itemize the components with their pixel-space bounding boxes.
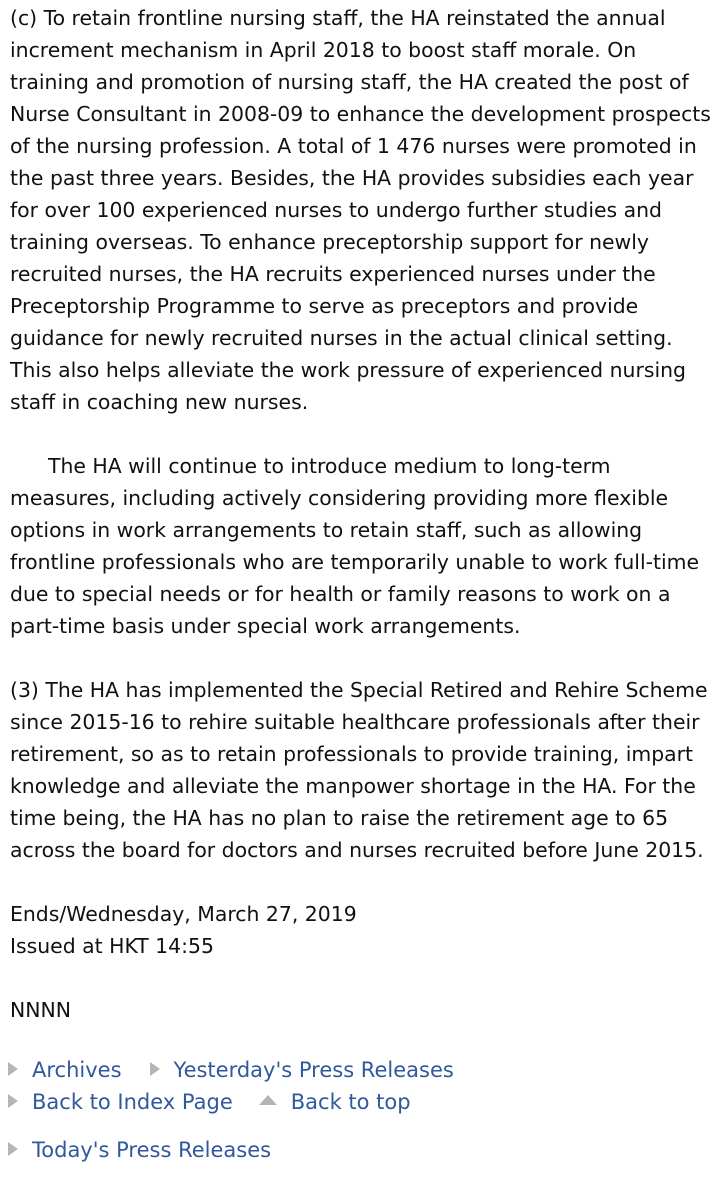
- arrow-right-icon: [150, 1062, 160, 1076]
- nav-row: [8, 1086, 454, 1118]
- paragraph-c: (c) To retain frontline nursing staff, the HA reinstated the annual increment mechanism in April 2018 to boost staff morale. On training and promotion of nursing staff, the HA created the post of Nurse Consultant in 2008-09 to enhance the development prospects of the nursing profession. A total of 1 476 nurses were promoted in the past three years. Besides, the HA provides subsidies each year for over 100 experienced nurses to undergo further studies and training overseas. To enhance preceptorship support for newly recruited nurses, the HA recruits experienced nurses under the Preceptorship Programme to serve as preceptors and provide guidance for newly recruited nurses in the actual clinical setting. This also helps alleviate the work pressure of experienced nursing staff in coaching new nurses.: [10, 6, 711, 414]
- arrow-right-icon: [8, 1094, 18, 1108]
- paragraph-continue: The HA will continue to introduce medium to long-term measures, including actively considering providing more flexible options in work arrangements to retain staff, such as allowing frontline professionals who are temporarily unable to work full-time due to special needs or for health or family reasons to work on a part-time basis under special work arrangements.: [10, 454, 700, 638]
- footer-navigation: [8, 1054, 454, 1166]
- paragraph-3: (3) The HA has implemented the Special Retired and Rehire Scheme since 2015-16 to rehire suitable healthcare professionals after their retirement, so as to retain professionals to provide training, impart knowledge and alleviate the manpower shortage in the HA. For the time being, the HA has no plan to raise the retirement age to 65 across the board for doctors and nurses recruited before June 2015.: [10, 678, 708, 862]
- yesterday-press-releases-link[interactable]: Yesterday's Press Releases: [173, 1058, 454, 1082]
- paragraph-gap: [10, 962, 715, 994]
- press-release-body: [10, 2, 715, 1026]
- issued-time: Issued at HKT 14:55: [10, 934, 214, 958]
- arrow-right-icon: [8, 1062, 18, 1076]
- nav-row: [8, 1134, 454, 1166]
- today-press-releases-link[interactable]: Today's Press Releases: [32, 1138, 272, 1162]
- nnnn-marker: NNNN: [10, 998, 72, 1022]
- paragraph-gap: [10, 642, 715, 674]
- arrow-up-icon: [259, 1095, 277, 1105]
- nav-row: [8, 1054, 454, 1086]
- back-to-top-link[interactable]: Back to top: [290, 1090, 411, 1114]
- paragraph-gap: [10, 418, 715, 450]
- ends-date: Ends/Wednesday, March 27, 2019: [10, 902, 357, 926]
- back-to-index-link[interactable]: Back to Index Page: [32, 1090, 233, 1114]
- archives-link[interactable]: Archives: [32, 1058, 122, 1082]
- arrow-right-icon: [8, 1142, 18, 1156]
- paragraph-gap: [10, 866, 715, 898]
